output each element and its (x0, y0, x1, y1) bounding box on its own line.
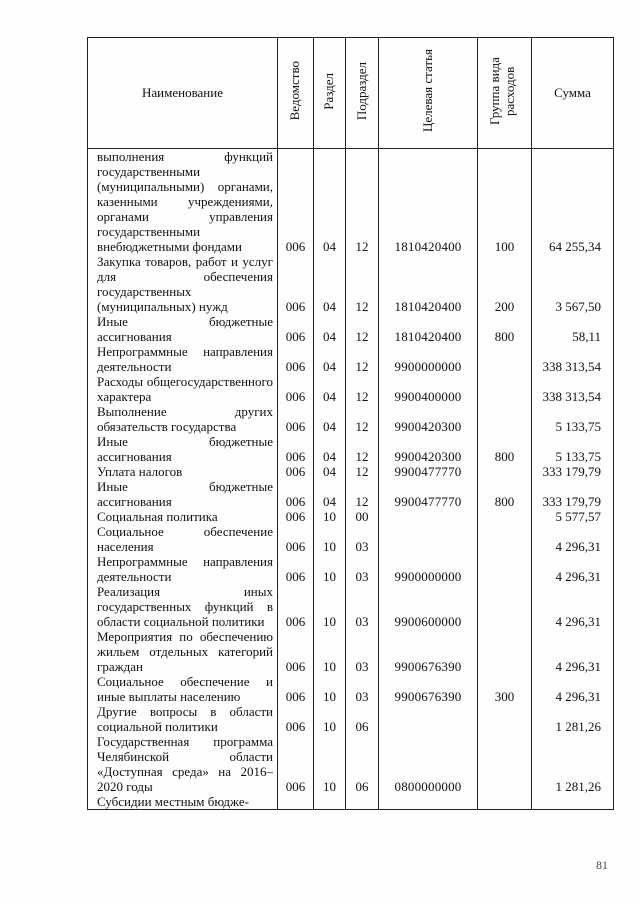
row-razdel: 04 (314, 404, 346, 434)
budget-table (87, 37, 614, 810)
row-name: Непрограммные направления деятельности (88, 344, 278, 374)
row-razdel: 04 (314, 374, 346, 404)
row-vedomstvo: 006 (278, 674, 314, 704)
row-celevaya (379, 704, 478, 734)
row-name: Уплата налогов (88, 464, 278, 479)
row-vedomstvo: 006 (278, 629, 314, 674)
row-celevaya: 1810420400 (379, 314, 478, 344)
row-name: Иные бюджетные ассигнования (88, 479, 278, 509)
row-razdel: 10 (314, 629, 346, 674)
row-gruppa (478, 794, 532, 810)
row-summa: 333 179,79 (532, 464, 614, 479)
row-gruppa (478, 344, 532, 374)
table-row (88, 434, 614, 464)
table-row (88, 374, 614, 404)
row-podrazdel: 00 (346, 509, 379, 524)
row-gruppa: 100 (478, 149, 532, 255)
table-row (88, 254, 614, 314)
row-razdel: 04 (314, 434, 346, 464)
row-podrazdel (346, 794, 379, 810)
row-vedomstvo: 006 (278, 524, 314, 554)
row-celevaya: 1810420400 (379, 149, 478, 255)
row-summa: 64 255,34 (532, 149, 614, 255)
row-summa: 333 179,79 (532, 479, 614, 509)
row-name: Непрограммные направления деятельности (88, 554, 278, 584)
row-podrazdel: 03 (346, 674, 379, 704)
row-podrazdel: 03 (346, 584, 379, 629)
row-celevaya (379, 794, 478, 810)
row-podrazdel: 03 (346, 554, 379, 584)
row-vedomstvo: 006 (278, 554, 314, 584)
row-summa: 4 296,31 (532, 554, 614, 584)
row-vedomstvo: 006 (278, 734, 314, 794)
row-summa: 4 296,31 (532, 524, 614, 554)
row-celevaya: 9900676390 (379, 674, 478, 704)
row-vedomstvo: 006 (278, 254, 314, 314)
table-row (88, 404, 614, 434)
row-gruppa (478, 554, 532, 584)
row-celevaya: 9900676390 (379, 629, 478, 674)
row-name: Выполнение других обязательств государства (88, 404, 278, 434)
row-celevaya: 9900000000 (379, 344, 478, 374)
row-gruppa (478, 509, 532, 524)
header-gruppa: Группа вида расходов (478, 38, 532, 149)
row-celevaya: 9900477770 (379, 464, 478, 479)
row-podrazdel: 03 (346, 524, 379, 554)
row-summa: 5 133,75 (532, 404, 614, 434)
row-summa: 5 577,57 (532, 509, 614, 524)
row-gruppa (478, 374, 532, 404)
row-vedomstvo: 006 (278, 704, 314, 734)
row-razdel: 10 (314, 554, 346, 584)
header-podrazdel: Подраздел (346, 38, 379, 149)
row-name: Закупка товаров, работ и услуг для обеспечения государственных (муниципальных) нужд (88, 254, 278, 314)
row-razdel: 04 (314, 314, 346, 344)
row-gruppa: 800 (478, 479, 532, 509)
row-podrazdel: 06 (346, 704, 379, 734)
header-razdel: Раздел (314, 38, 346, 149)
row-gruppa (478, 464, 532, 479)
row-vedomstvo: 006 (278, 434, 314, 464)
table-row (88, 509, 614, 524)
row-vedomstvo: 006 (278, 464, 314, 479)
row-summa: 1 281,26 (532, 704, 614, 734)
row-summa: 338 313,54 (532, 344, 614, 374)
row-gruppa: 200 (478, 254, 532, 314)
header-name: Наименование (88, 38, 278, 149)
table-row (88, 704, 614, 734)
row-podrazdel: 12 (346, 434, 379, 464)
table-row (88, 344, 614, 374)
row-summa: 3 567,50 (532, 254, 614, 314)
row-summa: 4 296,31 (532, 584, 614, 629)
row-podrazdel: 12 (346, 464, 379, 479)
row-celevaya: 9900477770 (379, 479, 478, 509)
table-row (88, 524, 614, 554)
row-vedomstvo: 006 (278, 479, 314, 509)
row-name: Государственная программа Челябинской области «Доступная среда» на 2016–2020 годы (88, 734, 278, 794)
row-celevaya (379, 524, 478, 554)
row-vedomstvo: 006 (278, 584, 314, 629)
row-razdel: 10 (314, 704, 346, 734)
row-name: Другие вопросы в области социальной политики (88, 704, 278, 734)
table-header-row (88, 38, 614, 149)
table-row (88, 584, 614, 629)
row-name: Социальное обеспечение и иные выплаты населению (88, 674, 278, 704)
header-celevaya: Целевая статья (379, 38, 478, 149)
row-vedomstvo: 006 (278, 314, 314, 344)
page-number: 81 (596, 858, 608, 872)
row-razdel: 10 (314, 584, 346, 629)
row-gruppa (478, 629, 532, 674)
row-podrazdel: 06 (346, 734, 379, 794)
row-name: Социальная политика (88, 509, 278, 524)
row-celevaya: 9900600000 (379, 584, 478, 629)
row-podrazdel: 12 (346, 254, 379, 314)
row-vedomstvo: 006 (278, 404, 314, 434)
table-row (88, 149, 614, 255)
row-podrazdel: 12 (346, 314, 379, 344)
row-vedomstvo: 006 (278, 149, 314, 255)
row-celevaya: 0800000000 (379, 734, 478, 794)
row-podrazdel: 12 (346, 374, 379, 404)
row-podrazdel: 12 (346, 344, 379, 374)
table-row (88, 674, 614, 704)
row-gruppa: 800 (478, 434, 532, 464)
row-vedomstvo: 006 (278, 509, 314, 524)
row-summa: 4 296,31 (532, 674, 614, 704)
header-vedomstvo: Ведомство (278, 38, 314, 149)
row-razdel: 04 (314, 464, 346, 479)
table-row (88, 464, 614, 479)
row-podrazdel: 12 (346, 404, 379, 434)
row-gruppa: 800 (478, 314, 532, 344)
row-gruppa (478, 524, 532, 554)
row-razdel: 04 (314, 479, 346, 509)
table-row (88, 734, 614, 794)
row-gruppa (478, 404, 532, 434)
row-name: Реализация иных государственных функций в области социальной политики (88, 584, 278, 629)
row-podrazdel: 03 (346, 629, 379, 674)
row-gruppa (478, 704, 532, 734)
row-razdel: 04 (314, 254, 346, 314)
row-name: Субсидии местным бюдже- (88, 794, 278, 810)
row-summa: 58,11 (532, 314, 614, 344)
row-celevaya: 9900400000 (379, 374, 478, 404)
row-summa: 4 296,31 (532, 629, 614, 674)
row-summa: 1 281,26 (532, 734, 614, 794)
row-name: Мероприятия по обеспечению жильем отдельных категорий граждан (88, 629, 278, 674)
row-name: Расходы общегосударственного характера (88, 374, 278, 404)
row-vedomstvo: 006 (278, 374, 314, 404)
header-summa: Сумма (532, 38, 614, 149)
row-celevaya: 9900000000 (379, 554, 478, 584)
row-celevaya (379, 509, 478, 524)
row-gruppa (478, 584, 532, 629)
row-razdel: 10 (314, 524, 346, 554)
row-celevaya: 9900420300 (379, 434, 478, 464)
table-row (88, 629, 614, 674)
row-name: выполнения функций государственными (муниципальными) органами, казенными учреждениями, органами управления государственными внебюджетными фондами (88, 149, 278, 255)
row-razdel: 10 (314, 734, 346, 794)
row-gruppa (478, 734, 532, 794)
row-razdel (314, 794, 346, 810)
row-vedomstvo (278, 794, 314, 810)
table-row (88, 479, 614, 509)
row-vedomstvo: 006 (278, 344, 314, 374)
row-celevaya: 9900420300 (379, 404, 478, 434)
row-podrazdel: 12 (346, 479, 379, 509)
row-gruppa: 300 (478, 674, 532, 704)
row-summa: 5 133,75 (532, 434, 614, 464)
row-summa (532, 794, 614, 810)
table-row (88, 554, 614, 584)
table-row (88, 794, 614, 810)
row-summa: 338 313,54 (532, 374, 614, 404)
row-razdel: 10 (314, 674, 346, 704)
row-name: Социальное обеспечение населения (88, 524, 278, 554)
row-name: Иные бюджетные ассигнования (88, 314, 278, 344)
row-razdel: 04 (314, 344, 346, 374)
row-name: Иные бюджетные ассигнования (88, 434, 278, 464)
row-podrazdel: 12 (346, 149, 379, 255)
row-razdel: 10 (314, 509, 346, 524)
table-row (88, 314, 614, 344)
row-razdel: 04 (314, 149, 346, 255)
row-celevaya: 1810420400 (379, 254, 478, 314)
